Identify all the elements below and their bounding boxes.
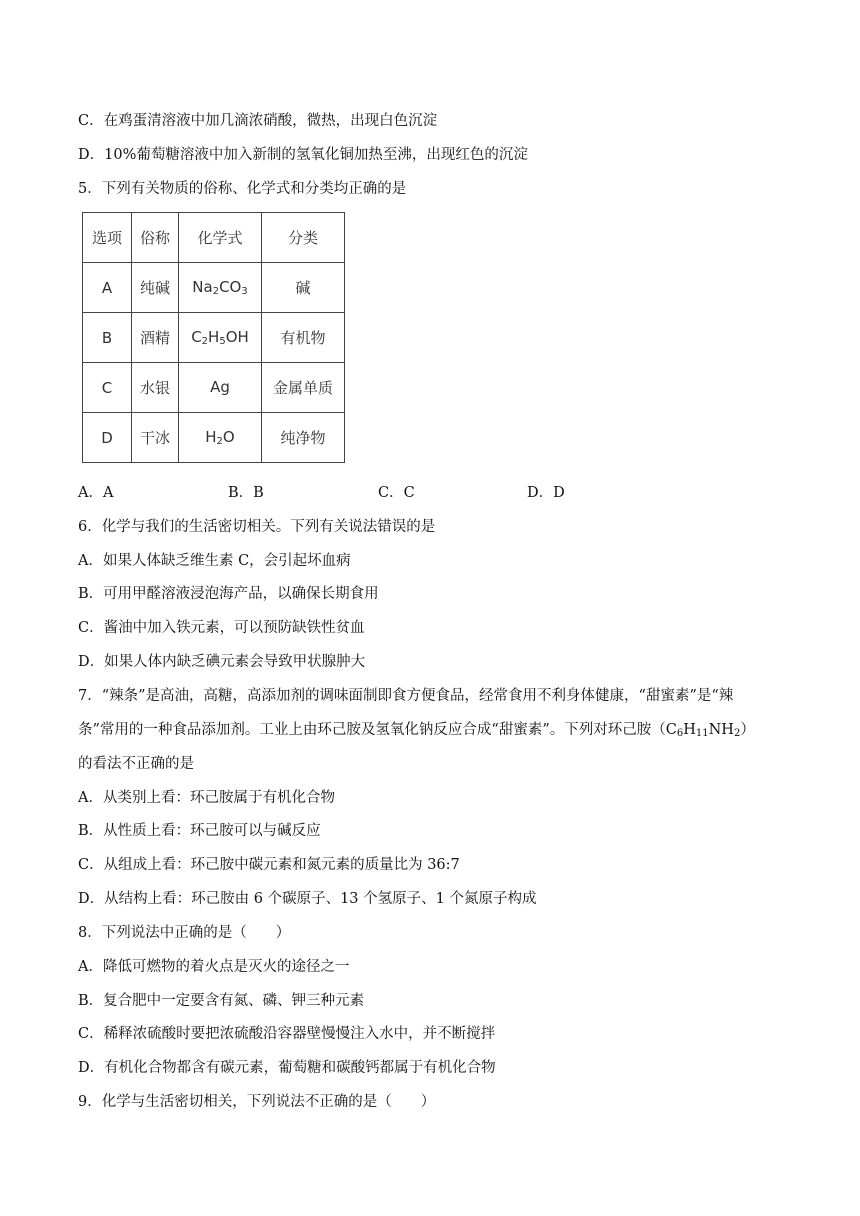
table-row [83,413,345,463]
q5-option-a: A．A [78,485,114,501]
q4-option-c: C．在鸡蛋清溶液中加几滴浓硝酸，微热，出现白色沉淀 [78,113,438,129]
table-cell-option: B [83,313,132,363]
table-header-cell: 俗称 [132,213,179,263]
table-cell-class: 碱 [262,263,345,313]
table-row [83,363,345,413]
q7-option-b: B．从性质上看：环己胺可以与碱反应 [78,823,321,839]
q6-stem: 6．化学与我们的生活密切相关。下列有关说法错误的是 [78,519,436,535]
q6-option-b: B．可用甲醛溶液浸泡海产品，以确保长期食用 [78,586,379,602]
q7-stem-line-2: 条”常用的一种食品添加剂。工业上由环己胺及氢氧化钠反应合成“甜蜜素”。下列对环己胺$(C_6H_{11}NH_2)$ [78,722,755,739]
q6-option-a: A．如果人体缺乏维生素 C，会引起坏血病 [78,553,351,569]
q8-option-c: C．稀释浓硫酸时要把浓硫酸沿容器壁慢慢注入水中，并不断搅拌 [78,1026,496,1042]
table-row [83,313,345,363]
table-header-cell: 分类 [262,213,345,263]
q7-stem-line-3: 的看法不正确的是 [78,756,194,772]
q6-option-c: C．酱油中加入铁元素，可以预防缺铁性贫血 [78,620,365,636]
table-header-cell: 化学式 [179,213,262,263]
q8-option-a: A．降低可燃物的着火点是灭火的途径之一 [78,959,350,975]
q7-stem-line-1: 7．“辣条”是高油，高糖，高添加剂的调味面制即食方便食品，经常食用不利身体健康，“甜蜜素”是“辣 [78,688,734,704]
table-cell-option: A [83,263,132,313]
table-cell-name: 干冰 [132,413,179,463]
table-cell-name: 纯碱 [132,263,179,313]
table-cell-formula: $Na_2CO_3$ [179,263,262,313]
table-cell-class: 纯净物 [262,413,345,463]
q7-option-a: A．从类别上看：环己胺属于有机化合物 [78,790,335,806]
q8-option-d: D．有机化合物都含有碳元素，葡萄糖和碳酸钙都属于有机化合物 [78,1060,496,1076]
q5-stem: 5．下列有关物质的俗称、化学式和分类均正确的是 [78,181,407,197]
table-cell-formula: $C_2H_5OH$ [179,313,262,363]
table-cell-name: 酒精 [132,313,179,363]
table-header-row [83,213,345,263]
q5-option-c: C．C [378,485,415,501]
q4-option-d: D．10%葡萄糖溶液中加入新制的氢氧化铜加热至沸，出现红色的沉淀 [78,147,528,163]
table-cell-option: C [83,363,132,413]
table-row [83,263,345,313]
table-cell-name: 水银 [132,363,179,413]
q7-option-d: D．从结构上看：环己胺由 6 个碳原子、13 个氢原子、1 个氮原子构成 [78,891,537,907]
q8-stem: 8．下列说法中正确的是（ ） [78,925,291,941]
table-cell-option: D [83,413,132,463]
q5-option-b: B．B [228,485,264,501]
q6-option-d: D．如果人体内缺乏碘元素会导致甲状腺肿大 [78,654,366,670]
q7-option-c: C．从组成上看：环己胺中碳元素和氮元素的质量比为 36:7 [78,857,460,873]
table-cell-class: 金属单质 [262,363,345,413]
table-cell-class: 有机物 [262,313,345,363]
table-cell-formula: Ag [179,363,262,413]
table-header-cell: 选项 [83,213,132,263]
q5-option-d: D．D [527,485,565,501]
q9-stem: 9．化学与生活密切相关，下列说法不正确的是（ ） [78,1094,436,1110]
q8-option-b: B．复合肥中一定要含有氮、磷、钾三种元素 [78,993,365,1009]
table-cell-formula: $H_2O$ [179,413,262,463]
q5-table [82,212,345,463]
